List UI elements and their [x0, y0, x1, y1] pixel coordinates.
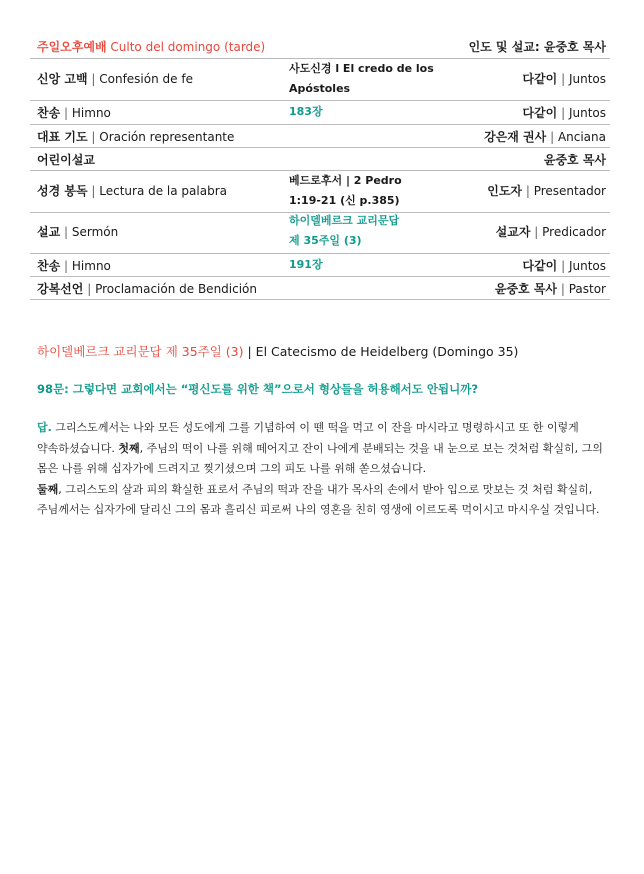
performer-es: Predicador [542, 225, 606, 239]
order-item-performer [484, 128, 606, 145]
performer-ko: 윤중호 목사 [494, 282, 557, 296]
order-row-prayer [30, 125, 610, 148]
separator: | [87, 282, 92, 296]
detail-line-2: 1:19-21 (신 p.385) [289, 194, 400, 207]
separator: | [64, 106, 69, 120]
separator: | [91, 72, 96, 86]
performer-ko: 강은재 권사 [484, 130, 547, 144]
order-item-detail [289, 59, 434, 99]
order-item-performer [496, 223, 606, 240]
separator: | [247, 344, 252, 359]
order-item-detail [289, 171, 402, 211]
catechism-answer [37, 418, 603, 521]
order-item-label [37, 104, 111, 121]
second-text: , 그리스도의 살과 피의 확실한 표로서 주님의 떡과 잔을 내가 목사의 손에서 받아 입으로 맛보는 것 처럼 확실히, 주님께서는 십자가에 달리신 그의 몸과 흘리신 피로써 나의 영혼을 친히 영생에 이르도록 먹이시고 마시우실 것입니다. [37, 482, 600, 516]
label-es: Lectura de la palabra [99, 184, 227, 198]
performer-es: Juntos [568, 259, 606, 273]
hymn-number: 183장 [289, 105, 323, 118]
label-es: Proclamación de Bendición [95, 282, 258, 296]
order-item-performer [487, 182, 606, 199]
order-item-label [37, 223, 118, 240]
order-item-label [37, 182, 227, 199]
label-ko: 대표 기도 [37, 130, 88, 144]
answer-paragraph-1 [37, 418, 603, 480]
label-ko: 찬송 [37, 259, 61, 273]
order-row-confession [30, 59, 610, 101]
separator: | [525, 184, 530, 198]
performer-ko: 인도자 [487, 184, 523, 198]
service-title [37, 38, 265, 55]
catechism-title-ko: 하이델베르크 교리문답 제 35주일 (3) [37, 344, 244, 359]
label-es: Himno [71, 106, 111, 120]
separator: | [550, 130, 555, 144]
order-row-benediction [30, 277, 610, 300]
performer-ko: 다같이 [522, 72, 558, 86]
catechism-title-es: El Catecismo de Heidelberg (Domingo 35) [255, 344, 519, 359]
label-ko: 신앙 고백 [37, 72, 88, 86]
answer-intro: 그리스도께서는 나와 모든 성도에게 그를 기념하여 이 뗀 떡을 먹고 이 잔을 마시라고 명령하시고 또 한 이렇게 약속하셨습니다. [37, 421, 579, 455]
order-row-sermon [30, 213, 610, 254]
performer-ko: 설교자 [495, 225, 531, 239]
order-row-scripture [30, 171, 610, 213]
order-row-hymn-2 [30, 254, 610, 277]
detail-line-2: 제 35주일 (3) [289, 234, 362, 247]
performer-es: Juntos [568, 72, 606, 86]
label-es: Himno [71, 259, 111, 273]
performer-es: Anciana [557, 130, 606, 144]
service-title-es: Culto del domingo (tarde) [110, 40, 266, 54]
label-ko: 찬송 [37, 106, 61, 120]
order-item-performer [522, 104, 606, 121]
order-item-performer [495, 280, 606, 297]
order-row-hymn-1 [30, 101, 610, 125]
label-ko: 성경 봉독 [37, 184, 88, 198]
service-leader: 인도 및 설교: 윤중호 목사 [468, 40, 606, 54]
separator: | [91, 184, 96, 198]
first-label: 첫째 [118, 441, 140, 455]
performer-ko: 다같이 [522, 106, 558, 120]
order-item-label [37, 280, 257, 297]
hymn-number: 191장 [289, 258, 323, 271]
separator: | [561, 259, 566, 273]
label-es: Confesión de fe [99, 72, 193, 86]
order-item-label [37, 70, 193, 87]
detail-line-2: Apóstoles [289, 82, 351, 95]
first-text: , 주님의 떡이 나를 위해 떼어지고 잔이 나에게 분배되는 것을 내 눈으로 보는 것처럼 확실히, 그의 몸은 나를 위해 십자가에 드려지고 찢기셨으며 그의 피도 나를 위해 쏟으셨습니다. [37, 441, 603, 475]
sermon-title [289, 211, 399, 251]
detail-line-1: 사도신경 l El credo de los [289, 62, 434, 75]
performer-es: Juntos [568, 106, 606, 120]
label-ko: 설교 [37, 225, 61, 239]
service-header [30, 36, 610, 59]
order-item-label: 어린이설교 [37, 153, 95, 167]
order-item-performer: 윤중호 목사 [543, 153, 606, 167]
detail-line-1: 하이델베르크 교리문답 [289, 214, 400, 227]
catechism-title [37, 342, 603, 360]
label-es: Oración representante [99, 130, 235, 144]
separator: | [64, 259, 69, 273]
answer-paragraph-2 [37, 480, 603, 521]
separator: | [561, 106, 566, 120]
order-item-label [37, 128, 234, 145]
catechism-question: 98문: 그렇다면 교회에서는 “평신도를 위한 책”으로서 형상들을 허용해서도 안됩니까? [37, 382, 479, 396]
detail-line-1: 베드로후서 | 2 Pedro [289, 174, 402, 187]
separator: | [561, 72, 566, 86]
separator: | [560, 282, 565, 296]
separator: | [91, 130, 96, 144]
label-ko: 강복선언 [37, 282, 84, 296]
label-es: Sermón [71, 225, 119, 239]
order-item-performer [522, 257, 606, 274]
performer-es: Presentador [533, 184, 606, 198]
service-title-ko: 주일오후예배 [37, 40, 107, 54]
order-item-label [37, 257, 111, 274]
second-label: 둘째 [37, 482, 59, 496]
order-item-performer [522, 70, 606, 87]
performer-es: Pastor [568, 282, 606, 296]
order-row-children-sermon [30, 148, 610, 171]
separator: | [534, 225, 539, 239]
separator: | [64, 225, 69, 239]
performer-ko: 다같이 [522, 259, 558, 273]
answer-label: 답. [37, 421, 52, 434]
